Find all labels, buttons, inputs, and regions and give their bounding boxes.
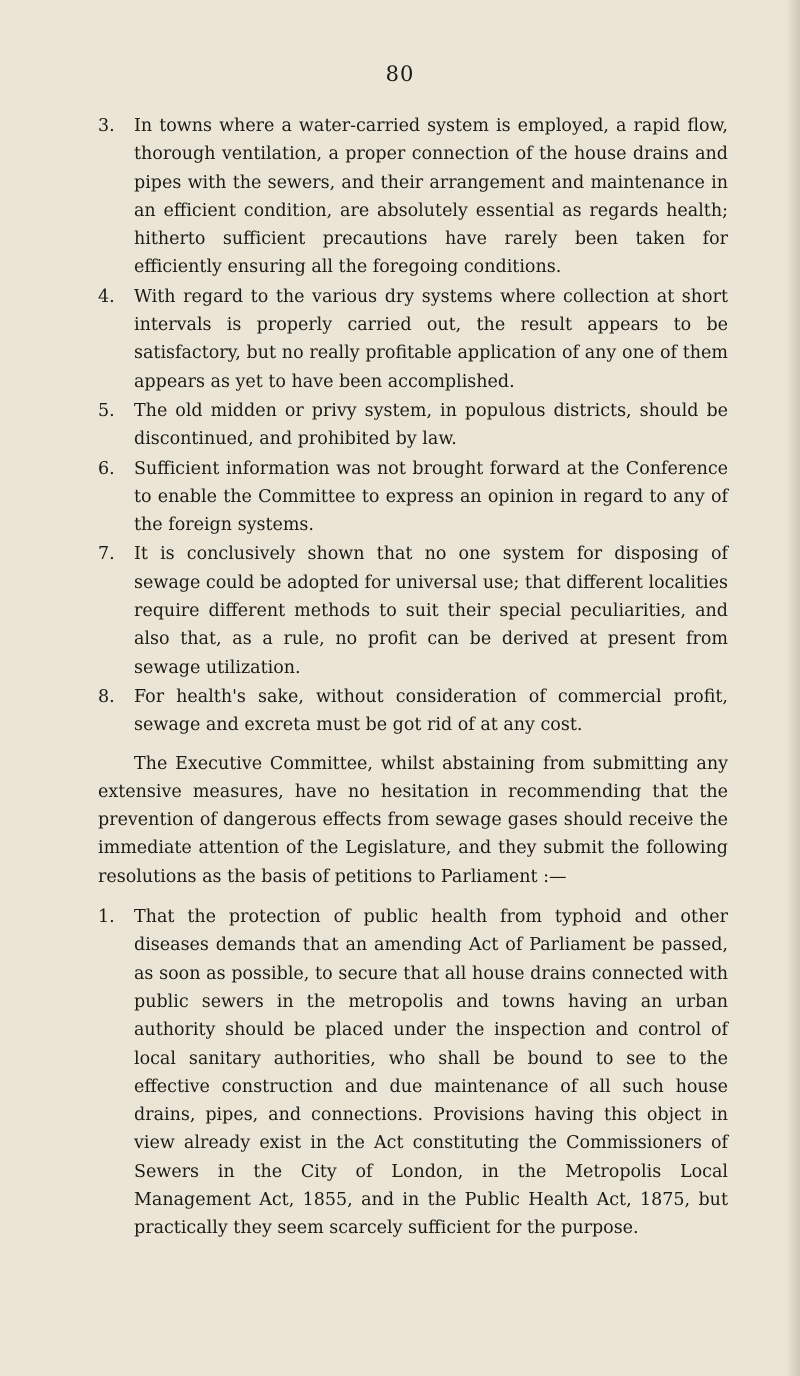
item-text: The old midden or privy system, in populous districts, should be discontinued, and prohibited by law. — [134, 400, 728, 450]
item-text: In towns where a water-carried system is employed, a rapid flow, thorough ventilation, a proper connection of the house drains and pipes with the sewers, and their arrangement and maintenance in an efficient condition, are absolutely essential as regards health; hitherto sufficient precautions have rarely been taken for efficiently ensuring all the foregoing conditions. — [134, 116, 728, 278]
finding-item — [98, 540, 728, 681]
item-text: That the protection of public health from typhoid and other diseases demands that an amending Act of Parliament be passed, as soon as possible, to secure that all house drains connected with public sewers in the metropolis and towns having an urban authority should be placed under the inspection and control of local sanitary authorities, who shall be bound to see to the effective construction and due maintenance of all such house drains, pipes, and connections. Provisions having this object in view already exist in the Act constituting the Commissioners of Sewers in the City of London, in the Metropolis Local Management Act, 1855, and in the Public Health Act, 1875, but practically they seem scarcely sufficient for the purpose. — [134, 907, 728, 1239]
item-text: Sufficient information was not brought forward at the Conference to enable the Committee to express an opinion in regard to any of the foreign systems. — [134, 458, 728, 536]
item-number: 8. — [98, 686, 115, 707]
page-content — [98, 112, 728, 1244]
item-number: 7. — [98, 544, 115, 565]
page-edge-shadow — [786, 0, 800, 1376]
finding-item — [98, 112, 728, 282]
item-number: 1. — [98, 907, 115, 928]
item-number: 4. — [98, 286, 115, 307]
item-text: With regard to the various dry systems where collection at short intervals is properly carried out, the result appears to be satisfactory, but no really profitable application of any one of them appears as yet to have been accomplished. — [134, 286, 728, 392]
finding-item — [98, 397, 728, 454]
item-number: 3. — [98, 116, 115, 136]
item-text: It is conclusively shown that no one system for disposing of sewage could be adopted for universal use; that different localities require different methods to suit their special peculiarities, and also that, as a rule, no profit can be derived at present from sewage utilization. — [134, 544, 728, 678]
item-number: 6. — [98, 458, 115, 479]
committee-paragraph: The Executive Committee, whilst abstaining from submitting any extensive measures, have no hesitation in recommending that the prevention of dangerous effects from sewage gases should receive the immediate attention of the Legislature, and they submit the following resolutions as the basis of petitions to Parliament :— — [98, 753, 728, 887]
page-number: 80 — [385, 62, 415, 86]
finding-item — [98, 455, 728, 540]
finding-item — [98, 683, 728, 740]
findings-list — [98, 112, 728, 740]
resolution-item — [98, 903, 728, 1243]
item-text: For health's sake, without consideration of commercial profit, sewage and excreta must be got rid of at any cost. — [134, 686, 728, 736]
resolutions-list — [98, 903, 728, 1243]
finding-item — [98, 283, 728, 396]
item-number: 5. — [98, 400, 115, 421]
